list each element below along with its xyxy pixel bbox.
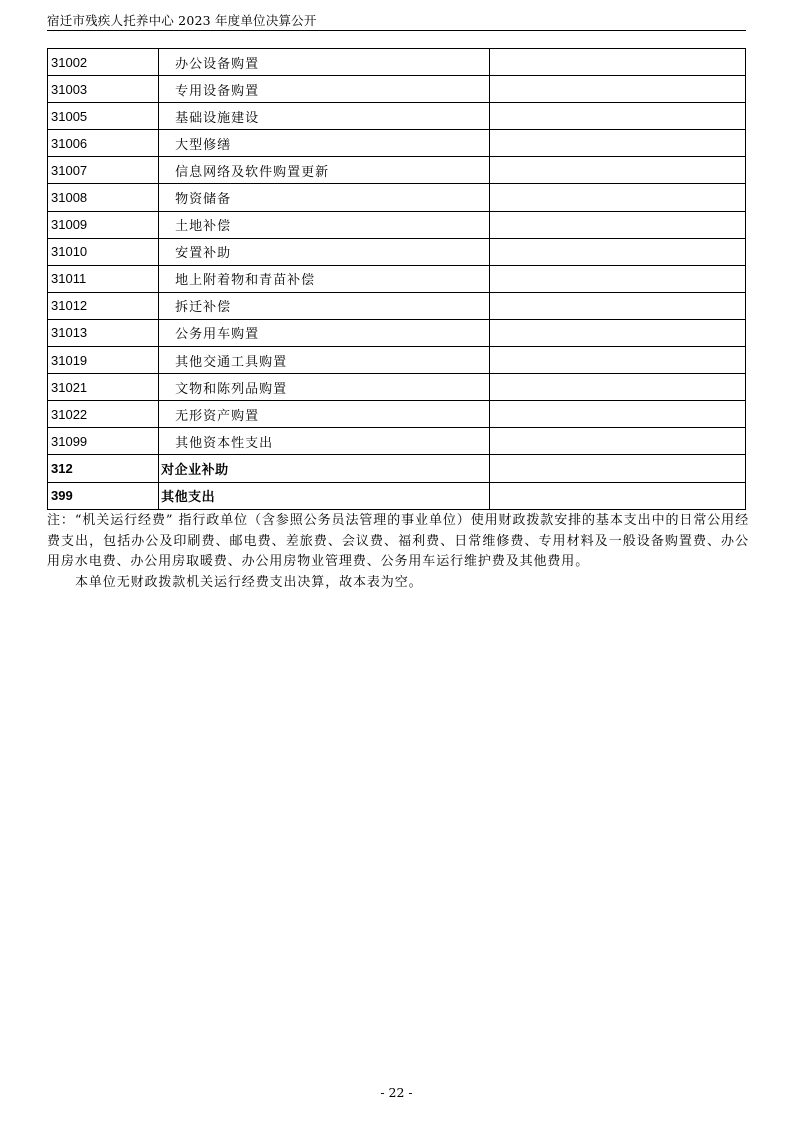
table-row	[48, 455, 746, 482]
table-row	[48, 482, 746, 509]
expense-code-cell: 31010	[48, 238, 159, 265]
amount-cell	[489, 428, 745, 455]
expense-code-cell: 31006	[48, 130, 159, 157]
table-row	[48, 130, 746, 157]
expense-code-cell: 31005	[48, 103, 159, 130]
expense-code-cell: 31008	[48, 184, 159, 211]
expense-name-cell: 其他资本性支出	[159, 428, 489, 455]
expense-code-cell: 399	[48, 482, 159, 509]
amount-cell	[489, 292, 745, 319]
expense-name-cell: 土地补偿	[159, 211, 489, 238]
expense-code-cell: 31007	[48, 157, 159, 184]
table-row	[48, 184, 746, 211]
amount-cell	[489, 130, 745, 157]
running-header: 宿迁市残疾人托养中心 2023 年度单位决算公开	[47, 13, 317, 28]
table-row	[48, 265, 746, 292]
amount-cell	[489, 103, 745, 130]
amount-cell	[489, 455, 745, 482]
amount-cell	[489, 482, 745, 509]
table-note: 注：“机关运行经费” 指行政单位（含参照公务员法管理的事业单位）使用财政拨款安排的基本支出中的日常公用经费支出，包括办公及印刷费、邮电费、差旅费、会议费、福利费、日常维修费、专用材料及一般设备购置费、办公用房水电费、办公用房取暖费、办公用房物业管理费、公务用车运行维护费及其他费用。	[47, 513, 749, 569]
expense-name-cell: 公务用车购置	[159, 319, 489, 346]
expense-name-cell: 专用设备购置	[159, 76, 489, 103]
expense-name-cell: 信息网络及软件购置更新	[159, 157, 489, 184]
expense-name-cell: 办公设备购置	[159, 49, 489, 76]
table-row	[48, 319, 746, 346]
amount-cell	[489, 157, 745, 184]
table-row	[48, 347, 746, 374]
amount-cell	[489, 49, 745, 76]
expense-name-cell: 其他支出	[159, 482, 489, 509]
table-row	[48, 211, 746, 238]
table-row	[48, 103, 746, 130]
expense-code-cell: 31011	[48, 265, 159, 292]
expense-name-cell: 基础设施建设	[159, 103, 489, 130]
header-rule	[47, 30, 746, 31]
amount-cell	[489, 319, 745, 346]
amount-cell	[489, 401, 745, 428]
expense-name-cell: 拆迁补偿	[159, 292, 489, 319]
expense-code-cell: 31013	[48, 319, 159, 346]
expense-code-cell: 31003	[48, 76, 159, 103]
expense-code-cell: 31022	[48, 401, 159, 428]
amount-cell	[489, 347, 745, 374]
expense-name-cell: 无形资产购置	[159, 401, 489, 428]
expense-code-cell: 31099	[48, 428, 159, 455]
expense-name-cell: 大型修缮	[159, 130, 489, 157]
expense-name-cell: 文物和陈列品购置	[159, 374, 489, 401]
page-number: - 22 -	[380, 1085, 413, 1100]
expense-code-cell: 31021	[48, 374, 159, 401]
table-row	[48, 401, 746, 428]
expense-name-cell: 对企业补助	[159, 455, 489, 482]
expense-name-cell: 地上附着物和青苗补偿	[159, 265, 489, 292]
expense-code-cell: 31012	[48, 292, 159, 319]
amount-cell	[489, 374, 745, 401]
expense-code-cell: 312	[48, 455, 159, 482]
empty-table-statement: 本单位无财政拨款机关运行经费支出决算，故本表为空。	[75, 575, 423, 590]
amount-cell	[489, 211, 745, 238]
table-row	[48, 238, 746, 265]
table-row	[48, 157, 746, 184]
amount-cell	[489, 265, 745, 292]
expense-code-cell: 31019	[48, 347, 159, 374]
amount-cell	[489, 184, 745, 211]
table-row	[48, 76, 746, 103]
table-body	[48, 49, 746, 510]
table-row	[48, 428, 746, 455]
table-row	[48, 374, 746, 401]
expense-name-cell: 其他交通工具购置	[159, 347, 489, 374]
expenditure-table	[47, 48, 746, 510]
table-row	[48, 292, 746, 319]
expense-code-cell: 31002	[48, 49, 159, 76]
amount-cell	[489, 76, 745, 103]
expense-name-cell: 物资储备	[159, 184, 489, 211]
expense-code-cell: 31009	[48, 211, 159, 238]
amount-cell	[489, 238, 745, 265]
expense-name-cell: 安置补助	[159, 238, 489, 265]
table-row	[48, 49, 746, 76]
